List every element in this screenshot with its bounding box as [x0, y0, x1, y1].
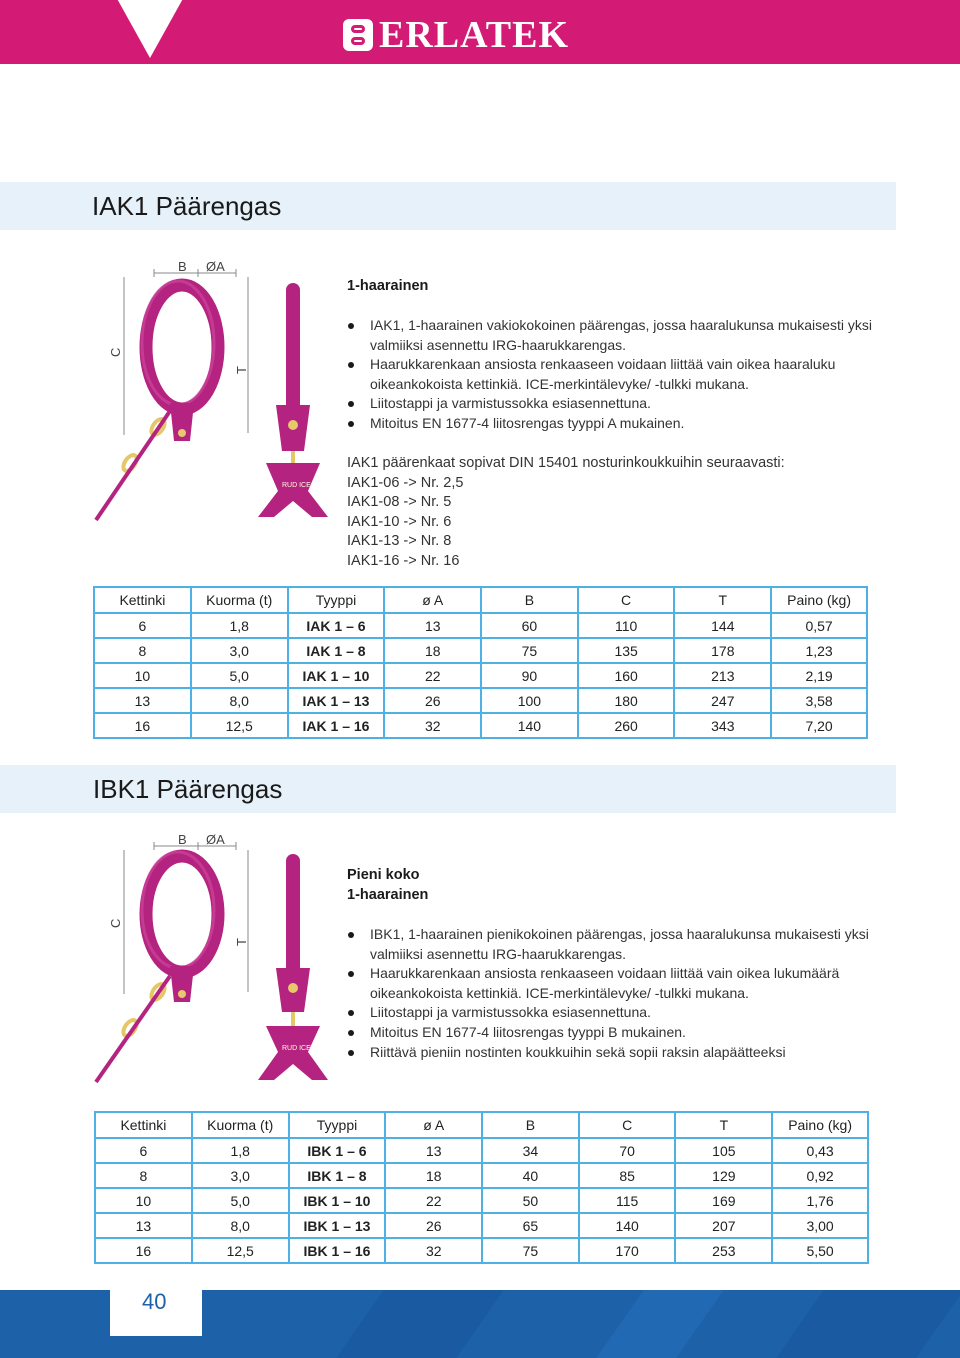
subheading-ibk1: [347, 865, 428, 905]
table-cell: 7,20: [771, 713, 867, 738]
table-cell: 3,0: [191, 638, 288, 663]
column-header: T: [674, 587, 771, 613]
table-row: [95, 1188, 868, 1213]
table-cell: 5,0: [192, 1188, 289, 1213]
table-cell: 178: [674, 638, 771, 663]
list-item: Riittävä pieniin nostinten koukkuihin sekä sopii raksin alapäätteeksi: [347, 1043, 887, 1063]
table-cell: 10: [95, 1188, 192, 1213]
list-item: IBK1, 1-haarainen pienikokoinen päärengas, jossa haaralukunsa mukaisesti yksi valmiiksi asennettu IRG-haarukkarengas.: [347, 925, 887, 964]
column-header: C: [578, 587, 675, 613]
table-cell: 0,43: [772, 1138, 868, 1163]
table-cell: 12,5: [192, 1238, 289, 1263]
table-cell: IAK 1 – 6: [288, 613, 385, 638]
table-cell: 13: [95, 1213, 192, 1238]
list-item: Mitoitus EN 1677-4 liitosrengas tyyppi A mukainen.: [347, 414, 887, 434]
table-row: [94, 713, 867, 738]
table-row: [95, 1138, 868, 1163]
plate-label: RUD ICE: [282, 1045, 311, 1052]
table-cell: IAK 1 – 13: [288, 688, 385, 713]
table-cell: 115: [579, 1188, 676, 1213]
table-cell: 3,0: [192, 1163, 289, 1188]
table-cell: IBK 1 – 13: [289, 1213, 386, 1238]
table-row: [95, 1213, 868, 1238]
table-cell: 18: [385, 1163, 482, 1188]
table-cell: 65: [482, 1213, 579, 1238]
table-cell: 40: [482, 1163, 579, 1188]
din-intro: IAK1 päärenkaat sopivat DIN 15401 nosturinkoukkuihin seuraavasti:: [347, 455, 785, 471]
table-cell: 1,8: [192, 1138, 289, 1163]
column-header: Paino (kg): [771, 587, 867, 613]
din-item: IAK1-16 -> Nr. 16: [347, 552, 460, 569]
table-cell: IAK 1 – 8: [288, 638, 385, 663]
table-cell: 253: [675, 1238, 772, 1263]
column-header: Kettinki: [95, 1112, 192, 1138]
table-cell: 8: [95, 1163, 192, 1188]
table-cell: 34: [482, 1138, 579, 1163]
table-cell: 70: [579, 1138, 676, 1163]
din-item: IAK1-06 -> Nr. 2,5: [347, 474, 464, 491]
product-image-ibk1: [90, 832, 330, 1094]
table-cell: 3,00: [772, 1213, 868, 1238]
table-cell: 5,50: [772, 1238, 868, 1263]
column-header: B: [482, 1112, 579, 1138]
table-cell: IBK 1 – 6: [289, 1138, 386, 1163]
table-cell: 32: [385, 1238, 482, 1263]
table-cell: 5,0: [191, 663, 288, 688]
table-row: [94, 613, 867, 638]
table-cell: 8: [94, 638, 191, 663]
table-cell: 1,23: [771, 638, 867, 663]
page-header: [0, 0, 960, 64]
table-row: [95, 1163, 868, 1188]
table-cell: 140: [579, 1213, 676, 1238]
din-item: IAK1-08 -> Nr. 5: [347, 494, 452, 511]
table-row: [95, 1238, 868, 1263]
brand-logo: [343, 14, 570, 56]
subheading-size: Pieni koko: [347, 867, 420, 883]
footer-stripe: [596, 1290, 724, 1358]
table-cell: 144: [674, 613, 771, 638]
list-item: Haarukkarenkaan ansiosta renkaaseen voidaan liittää vain oikea lukumäärä oikeankokoista kettinkiä. ICE-merkintälevyke/ -tulkki mukana.: [347, 964, 887, 1003]
subheading-branch: 1-haarainen: [347, 887, 429, 903]
table-row: [94, 663, 867, 688]
spec-table-iak1: [93, 586, 868, 739]
dim-label-t: T: [234, 366, 249, 374]
column-header: Tyyppi: [289, 1112, 386, 1138]
dim-label-b: B: [178, 259, 187, 274]
table-cell: 10: [94, 663, 191, 688]
table-cell: 180: [578, 688, 675, 713]
table-cell: 75: [481, 638, 578, 663]
brand-name: ERLATEK: [379, 14, 570, 56]
plate-label: RUD ICE: [282, 482, 311, 489]
column-header: B: [481, 587, 578, 613]
table-cell: 3,58: [771, 688, 867, 713]
table-cell: 26: [385, 1213, 482, 1238]
chain-link-icon: [343, 19, 373, 51]
table-header-row: [95, 1112, 868, 1138]
table-cell: 0,92: [772, 1163, 868, 1188]
table-cell: 13: [94, 688, 191, 713]
table-cell: IAK 1 – 16: [288, 713, 385, 738]
table-cell: 207: [675, 1213, 772, 1238]
dim-label-c: C: [108, 347, 123, 357]
section-title-iak1: IAK1 Päärengas: [92, 191, 282, 221]
table-cell: 6: [95, 1138, 192, 1163]
table-cell: 140: [481, 713, 578, 738]
table-cell: 85: [579, 1163, 676, 1188]
table-cell: 1,8: [191, 613, 288, 638]
table-cell: IBK 1 – 10: [289, 1188, 386, 1213]
table-cell: IBK 1 – 16: [289, 1238, 386, 1263]
table-cell: 260: [578, 713, 675, 738]
table-cell: 169: [675, 1188, 772, 1213]
column-header: Kuorma (t): [192, 1112, 289, 1138]
dim-label-a: ØA: [206, 259, 225, 274]
table-cell: 8,0: [191, 688, 288, 713]
header-notch: [110, 0, 190, 64]
din-item: IAK1-10 -> Nr. 6: [347, 513, 452, 530]
column-header: Kettinki: [94, 587, 191, 613]
table-cell: 12,5: [191, 713, 288, 738]
footer-stripe: [336, 1290, 504, 1358]
table-cell: 16: [95, 1238, 192, 1263]
table-cell: 343: [674, 713, 771, 738]
table-row: [94, 688, 867, 713]
column-header: C: [579, 1112, 676, 1138]
table-cell: 110: [578, 613, 675, 638]
dim-label-b: B: [178, 832, 187, 847]
din-item: IAK1-13 -> Nr. 8: [347, 533, 452, 550]
table-cell: 60: [481, 613, 578, 638]
table-cell: 1,76: [772, 1188, 868, 1213]
product-image-iak1: [90, 255, 330, 580]
table-cell: IAK 1 – 10: [288, 663, 385, 688]
column-header: Tyyppi: [288, 587, 385, 613]
table-cell: 18: [384, 638, 481, 663]
table-cell: 22: [384, 663, 481, 688]
table-cell: 6: [94, 613, 191, 638]
spec-table-ibk1: [94, 1111, 869, 1264]
table-cell: 75: [482, 1238, 579, 1263]
table-cell: 13: [385, 1138, 482, 1163]
dim-label-t: T: [234, 938, 249, 946]
table-cell: IBK 1 – 8: [289, 1163, 386, 1188]
section-title-ibk1: IBK1 Päärengas: [93, 774, 283, 804]
bullet-list-ibk1: [347, 925, 887, 1062]
table-cell: 100: [481, 688, 578, 713]
table-cell: 129: [675, 1163, 772, 1188]
list-item: Mitoitus EN 1677-4 liitosrengas tyyppi B mukainen.: [347, 1023, 887, 1043]
list-item: Haarukkarenkaan ansiosta renkaaseen voidaan liittää vain oikea haaraluku oikeankokoista kettinkiä. ICE-merkintälevyke/ -tulkki mukana.: [347, 355, 887, 394]
table-cell: 0,57: [771, 613, 867, 638]
table-cell: 160: [578, 663, 675, 688]
column-header: ø A: [385, 1112, 482, 1138]
table-header-row: [94, 587, 867, 613]
table-cell: 13: [384, 613, 481, 638]
subheading-iak1: 1-haarainen: [347, 278, 429, 294]
column-header: Paino (kg): [772, 1112, 868, 1138]
list-item: Liitostappi ja varmistussokka esiasennettuna.: [347, 1003, 887, 1023]
table-cell: 16: [94, 713, 191, 738]
din-block: [347, 454, 785, 572]
table-cell: 135: [578, 638, 675, 663]
dim-label-c: C: [108, 918, 123, 928]
list-item: Liitostappi ja varmistussokka esiasennettuna.: [347, 394, 887, 414]
table-cell: 247: [674, 688, 771, 713]
bullet-list-iak1: [347, 316, 887, 434]
table-row: [94, 638, 867, 663]
dim-label-a: ØA: [206, 832, 225, 847]
column-header: T: [675, 1112, 772, 1138]
table-cell: 2,19: [771, 663, 867, 688]
column-header: ø A: [384, 587, 481, 613]
table-cell: 50: [482, 1188, 579, 1213]
page-number: 40: [142, 1289, 167, 1314]
table-cell: 8,0: [192, 1213, 289, 1238]
table-cell: 170: [579, 1238, 676, 1263]
footer-stripe: [776, 1290, 960, 1358]
list-item: IAK1, 1-haarainen vakiokokoinen päärengas, jossa haaralukunsa mukaisesti yksi valmiiksi asennettu IRG-haarukkarengas.: [347, 316, 887, 355]
table-cell: 32: [384, 713, 481, 738]
table-cell: 90: [481, 663, 578, 688]
table-cell: 105: [675, 1138, 772, 1163]
table-cell: 22: [385, 1188, 482, 1213]
table-cell: 26: [384, 688, 481, 713]
table-cell: 213: [674, 663, 771, 688]
column-header: Kuorma (t): [191, 587, 288, 613]
